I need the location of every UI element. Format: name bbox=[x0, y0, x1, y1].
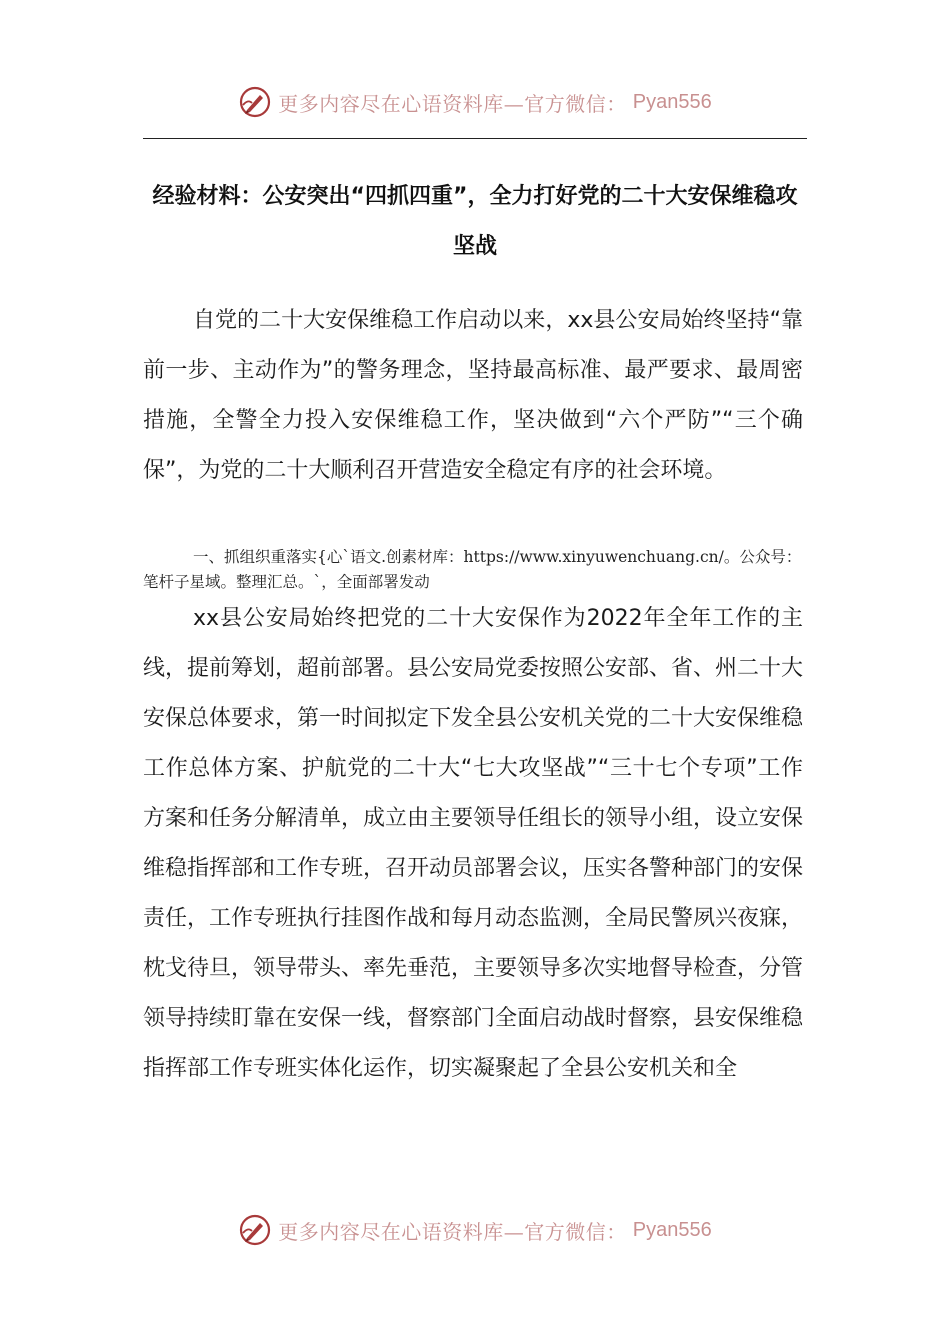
header-divider bbox=[143, 138, 807, 139]
section-heading: 一、抓组织重落实{心`语文.创素材库：https://www.xinyuwenchuang.cn/。公众号：笔杆子星域。整理汇总。`，全面部署发动 bbox=[143, 548, 802, 591]
footer-banner-id: Pyan556 bbox=[632, 1218, 712, 1241]
footer-banner bbox=[0, 1210, 950, 1250]
header-banner bbox=[0, 82, 950, 122]
header-banner-id: Pyan556 bbox=[632, 90, 712, 113]
pen-circle-logo-icon bbox=[238, 85, 272, 119]
intro-paragraph: 自党的二十大安保维稳工作启动以来，xx县公安局始终坚持“靠前一步、主动作为”的警务理念，坚持最高标准、最严要求、最周密措施，全警全力投入安保维稳工作，坚决做到“六个严防”“三个确保”，为党的二十大顺利召开营造安全稳定有序的社会环境。 bbox=[143, 308, 803, 483]
pen-circle-logo-icon bbox=[238, 1213, 272, 1247]
section-body-paragraph: xx县公安局始终把党的二十大安保作为2022年全年工作的主线，提前筹划，超前部署。县公安局党委按照公安部、省、州二十大安保总体要求，第一时间拟定下发全县公安机关党的二十大安保维稳工作总体方案、护航党的二十大“七大攻坚战”“三十七个专项”工作方案和任务分解清单，成立由主要领导任组长的领导小组，设立安保维稳指挥部和工作专班，召开动员部署会议，压实各警种部门的安保责任，工作专班执行挂图作战和每月动态监测，全局民警夙兴夜寐，枕戈待旦，领导带头、率先垂范，主要领导多次实地督导检查，分管领导持续盯靠在安保一线，督察部门全面启动战时督察，县安保维稳指挥部工作专班实体化运作，切实凝聚起了全县公安机关和全 bbox=[143, 606, 804, 1081]
footer-banner-text: 更多内容尽在心语资料库—官方微信： bbox=[278, 1219, 627, 1244]
header-banner-text: 更多内容尽在心语资料库—官方微信： bbox=[278, 91, 627, 116]
document-title: 经验材料：公安突出“四抓四重”，全力打好党的二十大安保维稳攻坚战 bbox=[152, 184, 798, 259]
